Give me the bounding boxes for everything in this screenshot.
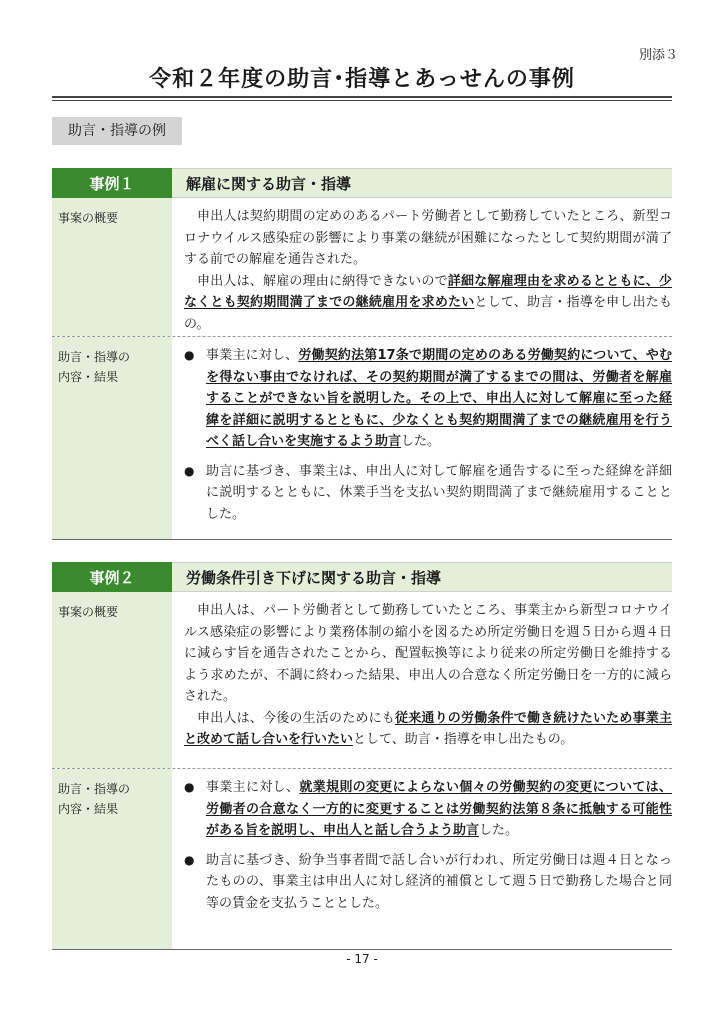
- case-header: [52, 168, 672, 198]
- result-label-line: 助言・指導の: [58, 782, 131, 796]
- section-label: 助言・指導の例: [52, 117, 182, 145]
- bullet-icon: ●: [184, 852, 195, 867]
- overview-paragraph: 申出人は、パート労働者として勤務していたところ、事業主から新型コロナウイルス感染症の影響により業務体制の縮小を図るため所定労働日を週５日から週４日に減らす旨を通告されたことから、配置転換等により従来の所定労働日を維持するよう求めたが、不調に終わった結果、申出人の合意なく所定労働日を一方的に減らされた。: [184, 603, 672, 704]
- result-body: [172, 337, 672, 539]
- bullet-text: 助言に基づき、紛争当事者間で話し合いが行われ、所定労働日は週４日となったものの、事業主は申出人に対し経済的補償として週５日で勤務した場合と同等の賃金を支払うこととした。: [206, 852, 672, 911]
- case-title: 解雇に関する助言・指導: [172, 168, 672, 198]
- overview-paragraph: 申出人は契約期間の定めのあるパート労働者として勤務していたところ、新型コロナウイルス感染症の影響により事業の継続が困難になったとして契約期間が満了する前での解雇を通告された。: [184, 209, 672, 267]
- bullet-icon: ●: [184, 780, 195, 794]
- bullet-icon: ●: [184, 463, 195, 478]
- overview-row: [52, 592, 672, 768]
- result-row: [52, 768, 672, 949]
- result-row: [52, 336, 672, 539]
- emphasis-text: 従来通りの労働条件で働き続けたいため事業主と改めて話し合いを行いたい: [184, 710, 672, 747]
- result-label: [52, 337, 172, 539]
- bullet-icon: ●: [184, 348, 195, 362]
- result-label-line: 助言・指導の: [58, 350, 131, 364]
- emphasis-text: 就業規則の変更によらない個々の労働契約の変更については、労働者の合意なく一方的に変更することは労働契約法第８条に抵触する可能性がある旨を説明し、申出人と話し合うよう助言: [206, 780, 672, 838]
- text-segment: した。: [479, 823, 519, 838]
- page-number: - 17 -: [346, 952, 378, 966]
- overview-paragraph: [184, 271, 672, 336]
- bullet-item: [184, 345, 672, 453]
- text-segment: 事業主に対し、: [206, 348, 299, 363]
- emphasis-text: 労働契約法第17条で期間の定めのある労働契約について、やむを得ない事由でなければ、その契約期間が満了するまでの間は、労働者を解雇することができない旨を説明した。その上で、申出人に対して解雇に至った経緯を詳細に説明するとともに、少なくとも契約期間満了までの継続雇用を行うべく話し合いを実施するよう助言: [206, 348, 672, 449]
- emphasis-text: 詳細な解雇理由を求めるとともに、少なくとも契約期間満了までの継続雇用を求めたい: [184, 273, 672, 310]
- overview-label: 事案の概要: [52, 592, 172, 768]
- text-segment: 申出人は、解雇の理由に納得できないので: [197, 273, 448, 289]
- text-segment: 申出人は、今後の生活のためにも: [197, 710, 395, 726]
- overview-body: [172, 592, 672, 768]
- bullet-item: [184, 461, 672, 526]
- bullet-item: [184, 850, 672, 915]
- case-number: 事例１: [52, 168, 172, 198]
- result-label-line: 内容・結果: [58, 802, 119, 816]
- overview-label: 事案の概要: [52, 198, 172, 336]
- page-title: 令和２年度の助言･指導とあっせんの事例: [149, 67, 575, 92]
- text-segment: した。: [401, 434, 441, 449]
- result-body: [172, 769, 672, 949]
- overview-paragraph: [184, 708, 672, 751]
- result-label: [52, 769, 172, 949]
- title-rule-top: [52, 96, 672, 98]
- case-2: [52, 562, 672, 950]
- case-1: [52, 168, 672, 540]
- title-rule-bottom: [52, 100, 672, 101]
- bullet-text: 助言に基づき、事業主は、申出人に対して解雇を通告するに至った経緯を詳細に説明するとともに、休業手当を支払い契約期間満了まで継続雇用することとした。: [206, 463, 672, 522]
- text-segment: 事業主に対し、: [206, 780, 300, 795]
- case-title: 労働条件引き下げに関する助言・指導: [172, 562, 672, 592]
- bullet-item: [184, 777, 672, 842]
- overview-body: [172, 198, 672, 336]
- bullet-text: [206, 345, 672, 453]
- bullet-text: [206, 777, 672, 842]
- attachment-label: 別添３: [638, 48, 678, 63]
- case-header: [52, 562, 672, 592]
- overview-row: [52, 198, 672, 336]
- case-number: 事例２: [52, 562, 172, 592]
- text-segment: として、助言・指導を申し出たもの。: [184, 295, 672, 332]
- result-label-line: 内容・結果: [58, 370, 119, 384]
- text-segment: として、助言・指導を申し出たもの。: [353, 732, 574, 747]
